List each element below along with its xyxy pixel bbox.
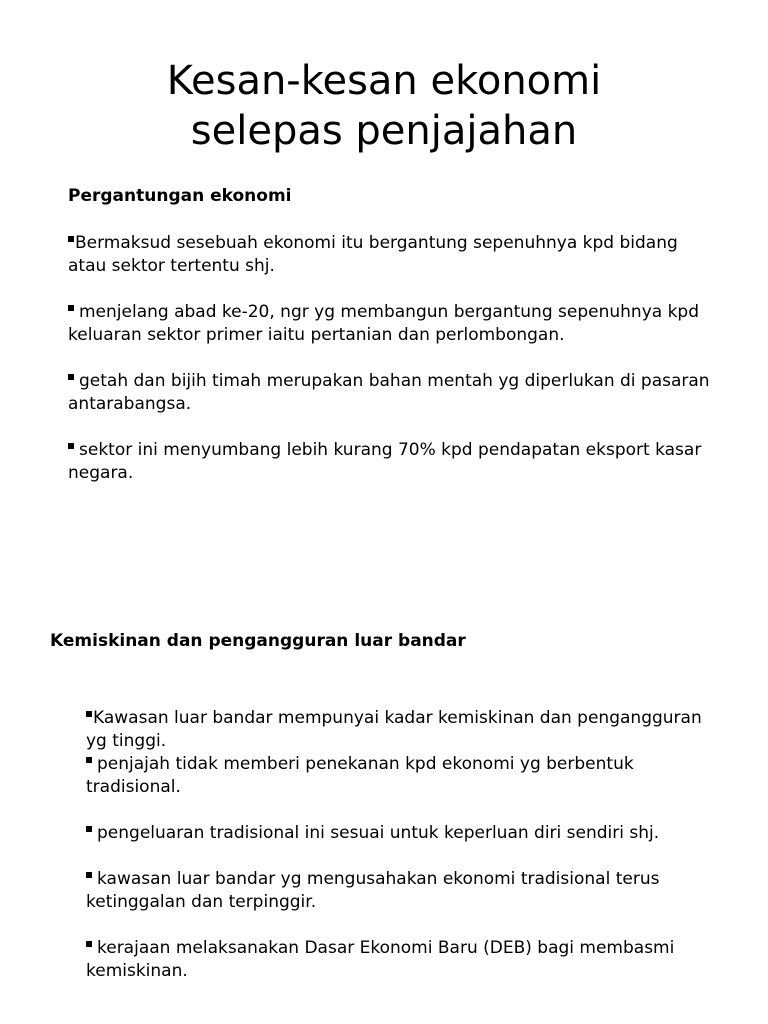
list-item [86, 707, 716, 753]
list-item-text: menjelang abad ke-20, ngr yg membangun bergantung sepenuhnya kpd keluaran sektor primer iaitu pertanian dan perlombongan. [68, 302, 700, 345]
list-item-text: Kawasan luar bandar mempunyai kadar kemiskinan dan pengangguran yg tinggi. [86, 708, 702, 751]
list-item [68, 232, 718, 278]
list-item-text: kawasan luar bandar yg mengusahakan ekonomi tradisional terus ketinggalan dan terpinggir. [86, 869, 660, 912]
square-bullet-icon [68, 374, 74, 380]
square-bullet-icon [86, 872, 92, 878]
list-item-text: penjajah tidak memberi penekanan kpd ekonomi yg berbentuk tradisional. [86, 754, 634, 797]
list-item [86, 753, 716, 799]
list-item [68, 439, 718, 485]
square-bullet-icon [86, 757, 92, 763]
square-bullet-icon [68, 443, 74, 449]
square-bullet-icon [86, 826, 92, 832]
list-item-text: pengeluaran tradisional ini sesuai untuk keperluan diri sendiri shj. [97, 823, 660, 843]
square-bullet-icon [68, 305, 74, 311]
list-item [68, 370, 718, 416]
square-bullet-icon [86, 941, 92, 947]
bullet-list-pergantungan [68, 232, 718, 508]
slide-title-line-2: selepas penjajahan [190, 108, 578, 154]
list-item-text: getah dan bijih timah merupakan bahan mentah yg diperlukan di pasaran antarabangsa. [68, 371, 710, 414]
slide-title-line-1: Kesan-kesan ekonomi [166, 58, 602, 104]
list-item-text: kerajaan melaksanakan Dasar Ekonomi Baru (DEB) bagi membasmi kemiskinan. [86, 938, 675, 981]
list-item [86, 822, 716, 845]
list-item [86, 937, 716, 983]
bullet-list-kemiskinan [86, 707, 716, 983]
section-heading-pergantungan: Pergantungan ekonomi [68, 186, 292, 206]
square-bullet-icon [68, 236, 74, 242]
list-item [68, 301, 718, 347]
list-item-text: Bermaksud sesebuah ekonomi itu bergantung sepenuhnya kpd bidang atau sektor tertentu shj. [68, 233, 678, 276]
list-item-text: sektor ini menyumbang lebih kurang 70% kpd pendapatan eksport kasar negara. [68, 440, 702, 483]
section-heading-kemiskinan: Kemiskinan dan pengangguran luar bandar [50, 631, 466, 651]
square-bullet-icon [86, 711, 92, 717]
list-item [86, 868, 716, 914]
slide-title [0, 56, 768, 156]
